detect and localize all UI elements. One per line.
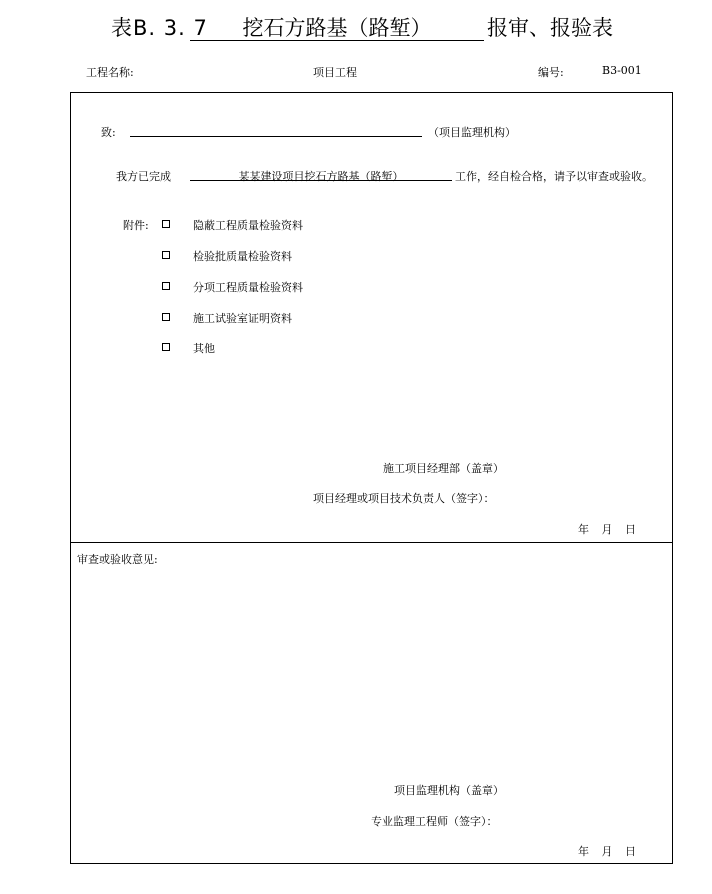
project-name-label: 工程名称: xyxy=(86,66,134,79)
section-divider xyxy=(70,542,673,543)
supervisor-signature-label: 专业监理工程师（签字）： xyxy=(371,815,498,828)
form-number-title: 表B. 3. 7 xyxy=(111,16,208,40)
attachment-checkbox-sub-item[interactable] xyxy=(162,282,170,290)
attachment-checkbox-other[interactable] xyxy=(162,343,170,351)
attachment-label-lab-certificate: 施工试验室证明资料 xyxy=(193,312,292,325)
completed-work-field[interactable]: 某某建设项目挖石方路基（路堑） xyxy=(238,170,404,183)
attachment-label-sub-item: 分项工程质量检验资料 xyxy=(193,281,303,294)
project-name-value: 项目工程 xyxy=(313,66,357,79)
contractor-date: 年 月 日 xyxy=(578,523,636,536)
to-suffix: （项目监理机构） xyxy=(428,126,516,139)
review-opinion-label: 审查或验收意见: xyxy=(77,553,158,566)
attachments-label: 附件: xyxy=(123,219,149,232)
attachment-checkbox-inspection-lot[interactable] xyxy=(162,251,170,259)
completed-label: 我方已完成 xyxy=(116,170,171,183)
attachment-label-inspection-lot: 检验批质量检验资料 xyxy=(193,250,292,263)
attachment-checkbox-concealed-works[interactable] xyxy=(162,220,170,228)
page-title: 挖石方路基（路堑） xyxy=(242,16,432,40)
attachment-label-other: 其他 xyxy=(193,342,215,355)
attachment-checkbox-lab-certificate[interactable] xyxy=(162,313,170,321)
form-box xyxy=(70,92,673,864)
contractor-signature-label: 项目经理或项目技术负责人（签字）： xyxy=(313,492,495,505)
code-value: B3-001 xyxy=(602,64,642,77)
supervisor-seal-label: 项目监理机构（盖章） xyxy=(394,784,504,797)
contractor-seal-label: 施工项目经理部（盖章） xyxy=(383,462,504,475)
completed-suffix: 工作，经自检合格，请予以审查或验收。 xyxy=(455,170,653,183)
to-label: 致: xyxy=(101,126,116,139)
to-recipient-field[interactable] xyxy=(130,136,422,137)
title-suffix: 报审、报验表 xyxy=(487,16,613,40)
attachment-label-concealed-works: 隐蔽工程质量检验资料 xyxy=(193,219,303,232)
code-label: 编号: xyxy=(538,66,564,79)
supervisor-date: 年 月 日 xyxy=(578,845,636,858)
